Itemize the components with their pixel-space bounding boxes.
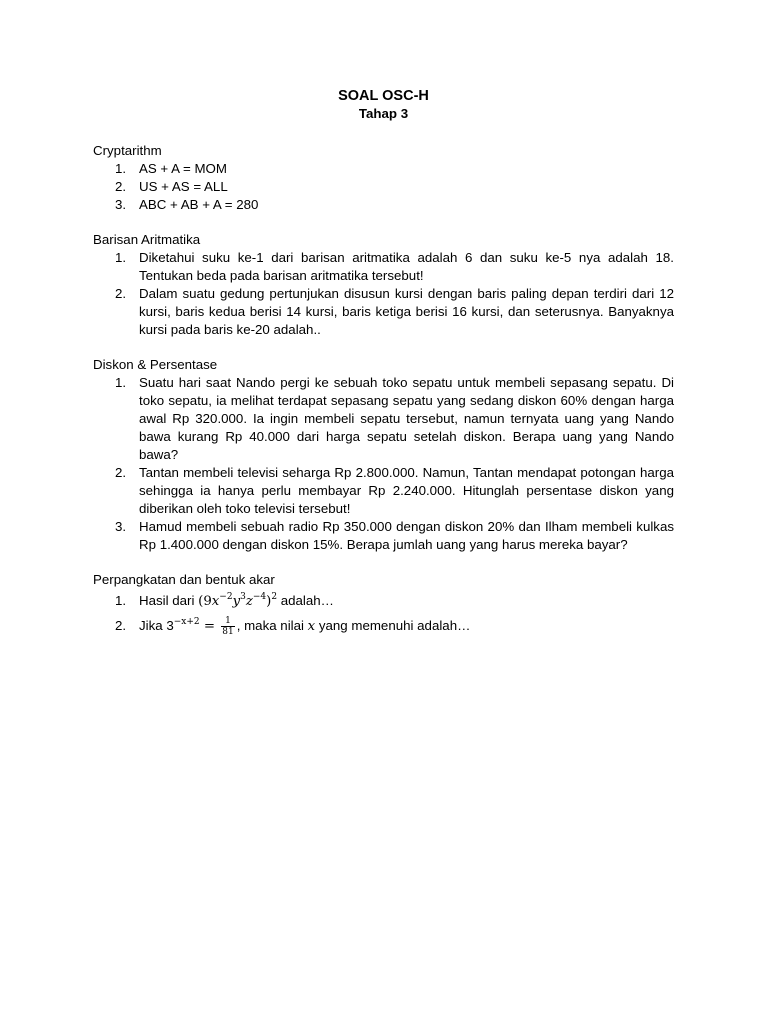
document-subtitle: Tahap 3 bbox=[358, 106, 409, 121]
question-number: 3. bbox=[115, 519, 127, 534]
question-text: US + AS = ALL bbox=[139, 179, 228, 194]
question-text-prefix: Hasil dari bbox=[139, 593, 199, 608]
question-number: 1. bbox=[115, 593, 127, 608]
math-equals: = bbox=[199, 619, 220, 634]
math-exponent-x: −2 bbox=[219, 591, 233, 602]
math-variable-x: x bbox=[211, 594, 220, 609]
question-number: 2. bbox=[115, 286, 127, 301]
fraction-numerator: 1 bbox=[221, 616, 234, 627]
question-item bbox=[93, 178, 674, 196]
question-number: 3. bbox=[115, 197, 127, 212]
question-item bbox=[93, 589, 674, 614]
math-open-paren: (9 bbox=[198, 594, 212, 609]
section-cryptarithm bbox=[93, 142, 674, 214]
document-content bbox=[93, 87, 674, 656]
question-text: Suatu hari saat Nando pergi ke sebuah toko sepatu untuk membeli sepasang sepatu. Di toko sepatu, ia melihat terdapat sepasang sepatu yang sedang diskon 60% dengan harga awal Rp 320.000. Ia ingin membeli sepatu tersebut, namun ternyata uang yang Nando bawa kurang Rp 40.000 dari harga sepatu setelah diskon. Berapa uang yang Nando bawa? bbox=[139, 375, 674, 462]
math-exponent-y: 3 bbox=[240, 591, 246, 602]
question-item bbox=[93, 285, 674, 339]
section-heading: Barisan Aritmatika bbox=[93, 232, 201, 247]
question-text-suffix: yang memenuhi adalah… bbox=[315, 618, 471, 633]
document-title: SOAL OSC-H bbox=[338, 88, 429, 104]
section-diskon-persentase bbox=[93, 356, 674, 554]
fraction-denominator: 81 bbox=[222, 626, 234, 637]
question-number: 2. bbox=[115, 179, 127, 194]
math-variable-z: z bbox=[245, 594, 253, 609]
question-text: Tantan membeli televisi seharga Rp 2.800.000. Namun, Tantan mendapat potongan harga sehingga ia hanya perlu membayar Rp 2.240.000. Hitunglah persentase diskon yang diberikan oleh toko televisi tersebut! bbox=[139, 465, 674, 516]
question-list bbox=[93, 374, 674, 554]
question-text: Hamud membeli sebuah radio Rp 350.000 dengan diskon 20% dan Ilham membeli kulkas Rp 1.400.000 dengan diskon 15%. Berapa jumlah uang yang harus mereka bayar? bbox=[139, 519, 674, 552]
question-text: Diketahui suku ke-1 dari barisan aritmatika adalah 6 dan suku ke-5 nya adalah 18. Tentukan beda pada barisan aritmatika tersebut! bbox=[139, 250, 674, 283]
math-fraction bbox=[221, 616, 234, 637]
question-text-middle: , maka nilai bbox=[236, 618, 308, 633]
question-item bbox=[93, 464, 674, 518]
question-text: Dalam suatu gedung pertunjukan disusun kursi dengan baris paling depan terdiri dari 12 kursi, baris kedua berisi 14 kursi, baris ketiga berisi 16 kursi, dan seterusnya. Banyaknya kursi pada baris ke-20 adalah.. bbox=[139, 286, 674, 337]
math-exponent-z: −4 bbox=[252, 591, 267, 602]
question-text-prefix: Jika 3 bbox=[139, 618, 174, 633]
question-list bbox=[93, 160, 674, 214]
question-list bbox=[93, 589, 674, 639]
question-text: AS + A = MOM bbox=[139, 161, 227, 176]
question-number: 2. bbox=[115, 618, 127, 633]
question-text-suffix: adalah… bbox=[277, 593, 334, 608]
section-heading: Cryptarithm bbox=[93, 143, 162, 158]
section-perpangkatan bbox=[93, 571, 674, 639]
math-exponent: −x+2 bbox=[173, 616, 200, 627]
math-variable-x: x bbox=[307, 619, 316, 634]
question-item bbox=[93, 160, 674, 178]
question-number: 1. bbox=[115, 250, 127, 265]
question-text: ABC + AB + A = 280 bbox=[139, 197, 259, 212]
section-heading: Perpangkatan dan bentuk akar bbox=[93, 572, 275, 587]
question-number: 1. bbox=[115, 375, 127, 390]
question-number: 2. bbox=[115, 465, 127, 480]
section-barisan-aritmatika bbox=[93, 231, 674, 339]
question-number: 1. bbox=[115, 161, 127, 176]
question-item bbox=[93, 614, 674, 639]
question-item bbox=[93, 249, 674, 285]
question-list bbox=[93, 249, 674, 339]
math-variable-y: y bbox=[232, 594, 241, 609]
question-item bbox=[93, 374, 674, 464]
math-close-paren: ) bbox=[266, 594, 272, 609]
math-outer-exponent: 2 bbox=[271, 591, 278, 602]
question-item bbox=[93, 196, 674, 214]
question-item bbox=[93, 518, 674, 554]
section-heading: Diskon & Persentase bbox=[93, 357, 218, 372]
